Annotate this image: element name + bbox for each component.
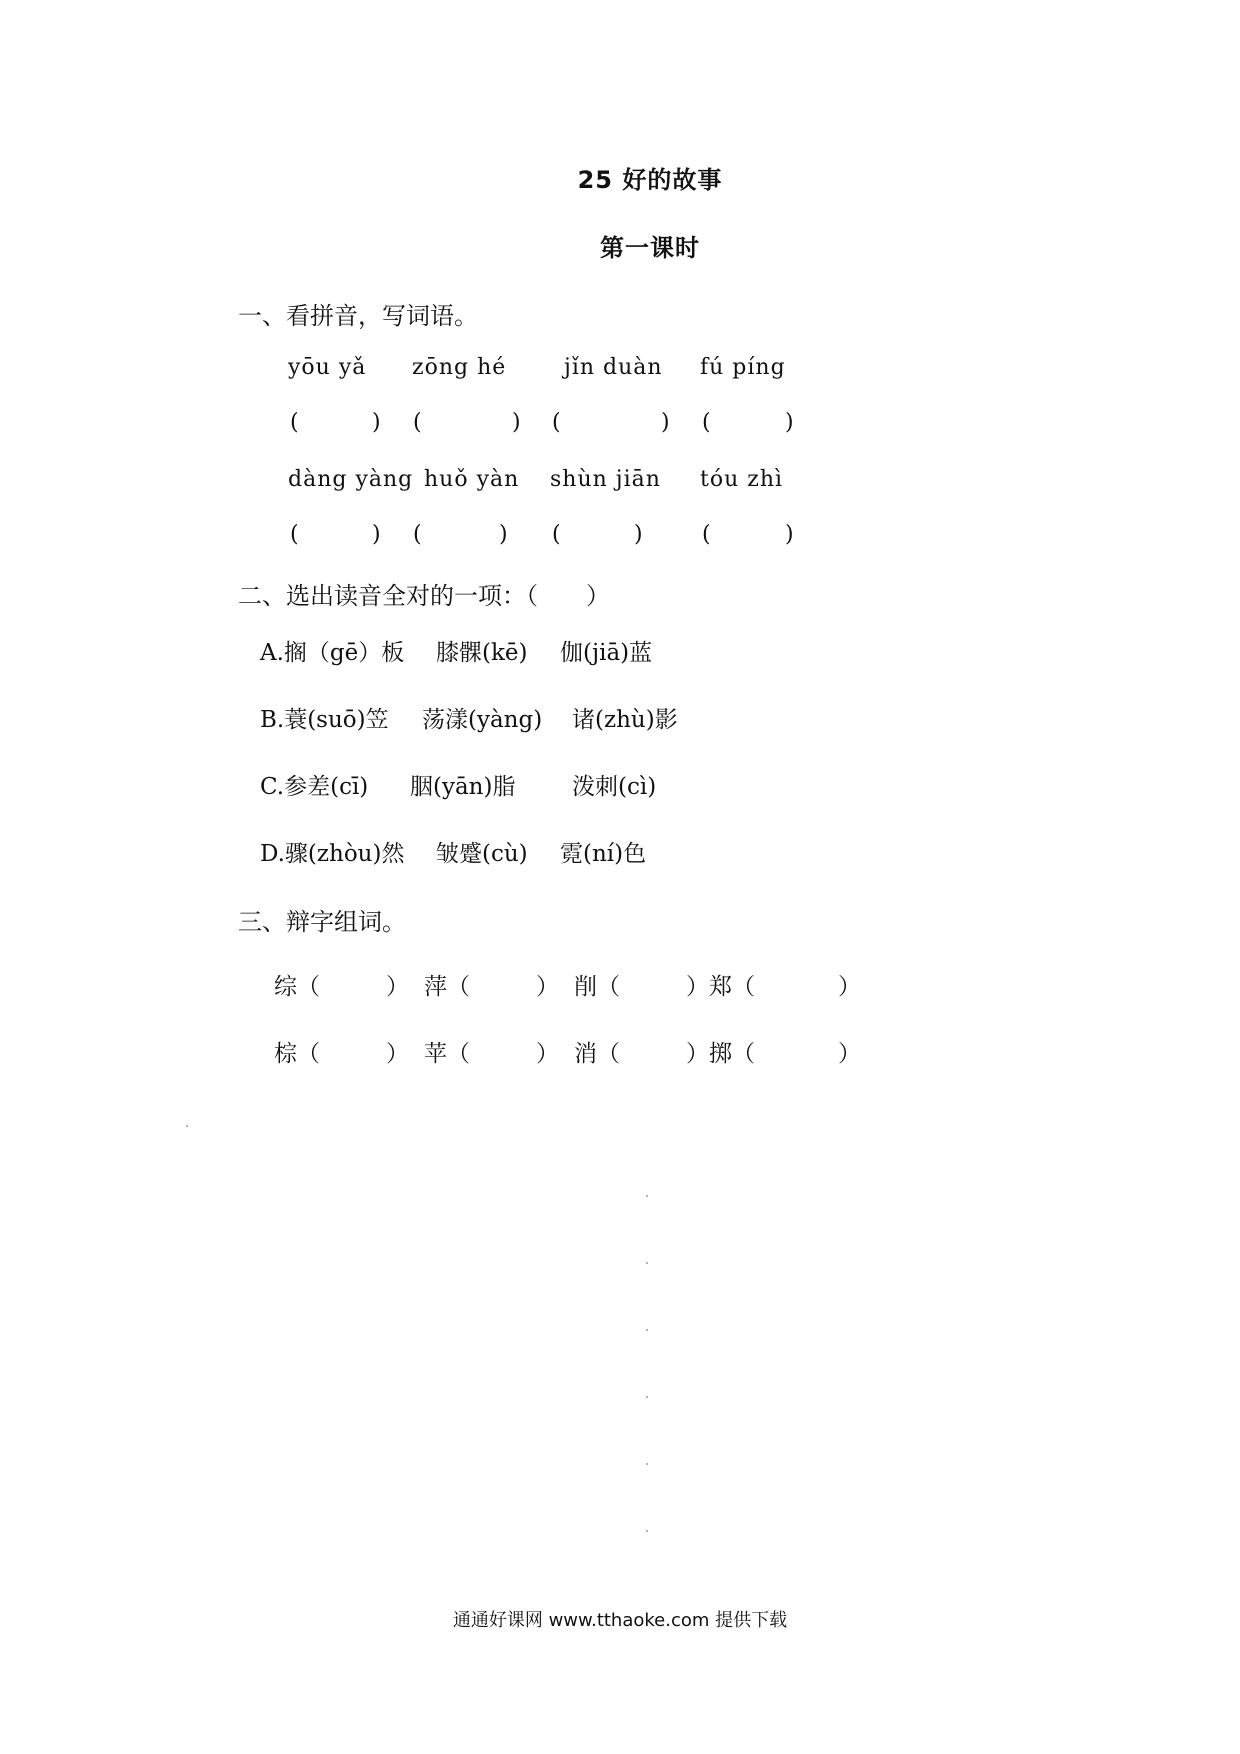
option-word: 霓(ní)色: [560, 841, 647, 867]
scan-dot: [646, 1195, 648, 1197]
open-paren: (: [290, 522, 299, 547]
close-paren: ): [634, 522, 643, 547]
char-blank: 棕（: [274, 1041, 320, 1067]
lesson-title: 25 好的故事: [577, 166, 723, 194]
option-word: 皱蹙(cù): [436, 841, 528, 867]
char-blank: ）掷（: [686, 1041, 755, 1067]
char-blank: 综（: [274, 974, 320, 1000]
close-paren: ): [499, 522, 508, 547]
open-paren: (: [413, 410, 422, 435]
close-paren: ): [785, 522, 794, 547]
scan-dot: [646, 1262, 648, 1264]
scan-dot: [646, 1329, 648, 1331]
lesson-subtitle: 第一课时: [600, 234, 700, 262]
option-word: B.蓑(suō)笠: [260, 707, 389, 733]
scan-dot: [646, 1530, 648, 1532]
open-paren: (: [702, 410, 711, 435]
open-paren: (: [552, 522, 561, 547]
option-word: 泼刺(cì): [572, 774, 657, 800]
option-word: 伽(jiā)蓝: [560, 640, 653, 666]
char-blank: ）: [386, 974, 409, 1000]
char-blank: 削（: [574, 974, 620, 1000]
char-blank: ）: [536, 1041, 559, 1067]
pinyin-item: fú píng: [700, 355, 786, 380]
pinyin-item: yōu yǎ: [288, 355, 367, 380]
option-word: 荡漾(yàng): [422, 707, 543, 733]
char-blank: 苹（: [424, 1041, 470, 1067]
close-paren: ): [785, 410, 794, 435]
section-1-heading: 一、看拼音，写词语。: [238, 302, 478, 330]
pinyin-item: huǒ yàn: [424, 467, 520, 492]
option-word: 诸(zhù)影: [572, 707, 678, 733]
section-2-heading: 二、选出读音全对的一项：（ ）: [238, 582, 610, 610]
pinyin-item: dàng yàng: [288, 467, 414, 492]
open-paren: (: [290, 410, 299, 435]
open-paren: (: [702, 522, 711, 547]
pinyin-item: jǐn duàn: [564, 355, 663, 380]
char-blank: 萍（: [424, 974, 470, 1000]
char-blank: ）: [386, 1041, 409, 1067]
open-paren: (: [413, 522, 422, 547]
close-paren: ): [661, 410, 670, 435]
option-word: 膝髁(kē): [436, 640, 528, 666]
char-blank: ）郑（: [686, 974, 755, 1000]
option-word: 胭(yān)脂: [410, 774, 516, 800]
char-blank: ）: [838, 974, 861, 1000]
close-paren: ): [372, 410, 381, 435]
close-paren: ): [512, 410, 521, 435]
char-blank: ）: [536, 974, 559, 1000]
pinyin-item: tóu zhì: [700, 467, 784, 492]
option-word: C.参差(cī): [260, 774, 369, 800]
footer-credit: 通通好课网 www.tthaoke.com 提供下载: [452, 1610, 788, 1631]
scan-dot: [646, 1463, 648, 1465]
option-word: A.搁（gē）板: [260, 640, 405, 666]
option-word: D.骤(zhòu)然: [260, 841, 405, 867]
open-paren: (: [552, 410, 561, 435]
pinyin-item: zōng hé: [412, 355, 507, 380]
close-paren: ): [372, 522, 381, 547]
char-blank: ）: [838, 1041, 861, 1067]
pinyin-item: shùn jiān: [550, 467, 661, 492]
scan-dot: [186, 1125, 188, 1127]
scan-dot: [646, 1396, 648, 1398]
section-3-heading: 三、辩字组词。: [238, 908, 406, 936]
char-blank: 消（: [574, 1041, 620, 1067]
